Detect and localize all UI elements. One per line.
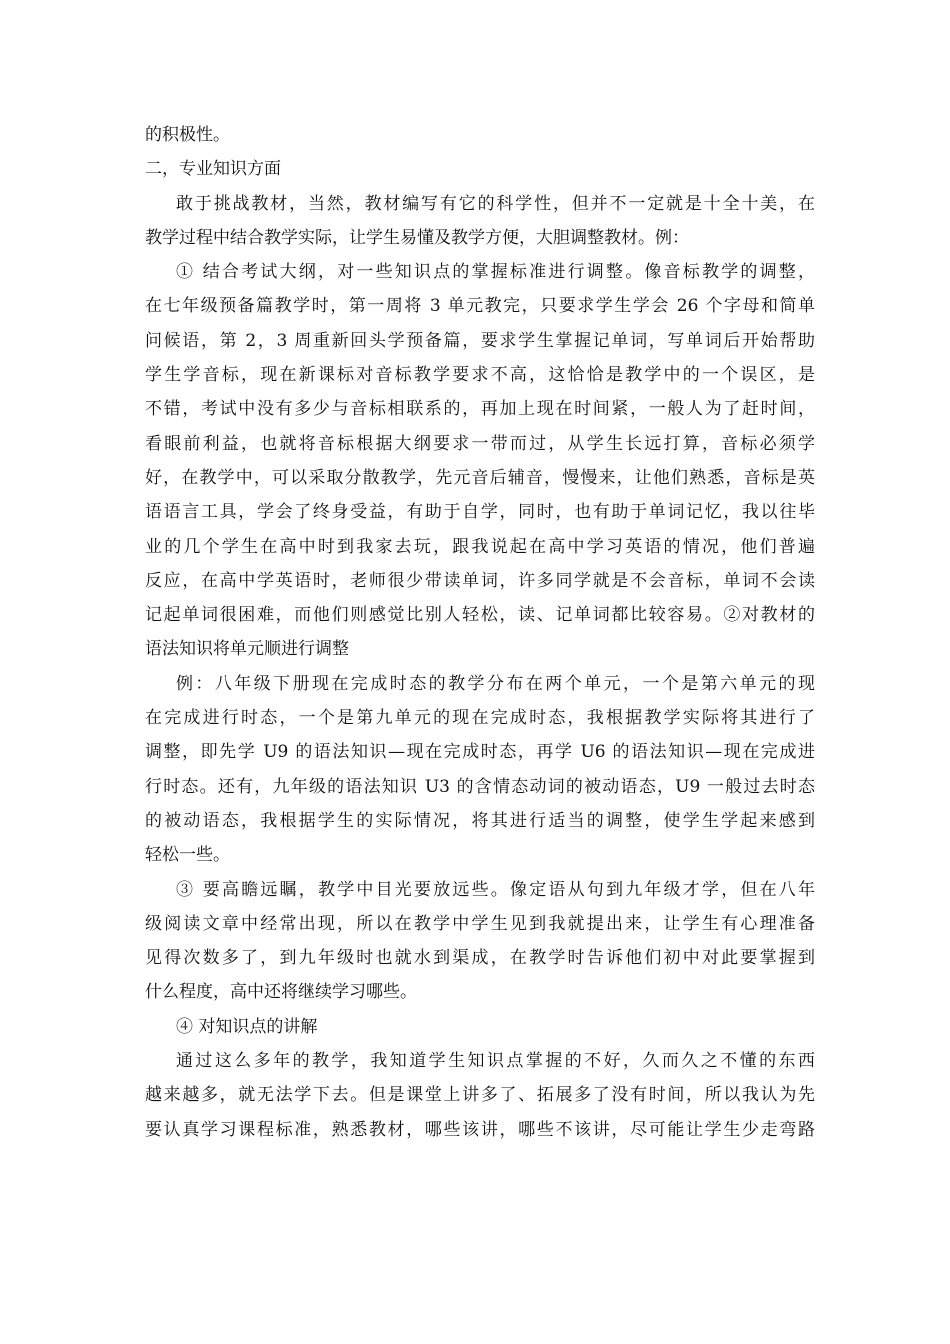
text-line: 在七年级预备篇教学时，第一周将 3 单元教完，只要求学生学会 26 个字母和简单 bbox=[145, 296, 815, 317]
text-line: 不错，考试中没有多少与音标相联系的，再加上现在时间紧，一般人为了赶时间， bbox=[145, 399, 815, 420]
text-line: 反应，在高中学英语时，老师很少带读单词，许多同学就是不会音标，单词不会读 bbox=[145, 570, 815, 591]
text-line: 敢于挑战教材，当然，教材编写有它的科学性，但并不一定就是十全十美，在 bbox=[176, 193, 815, 214]
text-line: 级阅读文章中经常出现，所以在教学中学生见到我就提出来，让学生有心理准备 bbox=[145, 913, 815, 934]
text-line: 通过这么多年的教学，我知道学生知识点掌握的不好，久而久之不懂的东西 bbox=[176, 1051, 815, 1072]
text-line: 越来越多，就无法学下去。但是课堂上讲多了、拓展多了没有时间，所以我认为先 bbox=[145, 1085, 815, 1106]
text-line: 语法知识将单元顺进行调整 bbox=[145, 639, 349, 660]
text-line: 的积极性。 bbox=[145, 125, 230, 145]
text-line: 在完成进行时态，一个是第九单元的现在完成时态，我根据教学实际将其进行了 bbox=[145, 708, 815, 729]
text-line: 要认真学习课程标准，熟悉教材，哪些该讲，哪些不该讲，尽可能让学生少走弯路 bbox=[145, 1119, 815, 1140]
text-line: 学生学音标，现在新课标对音标教学要求不高，这恰恰是教学中的一个误区，是 bbox=[145, 365, 815, 386]
text-line: 例：八年级下册现在完成时态的教学分布在两个单元，一个是第六单元的现 bbox=[176, 673, 815, 694]
document-body bbox=[145, 118, 815, 1147]
text-line: ① 结合考试大纲，对一些知识点的掌握标准进行调整。像音标教学的调整， bbox=[176, 262, 815, 283]
text-line: 的被动语态，我根据学生的实际情况，将其进行适当的调整，使学生学起来感到 bbox=[145, 810, 815, 831]
text-line: ③ 要高瞻远瞩，教学中目光要放远些。像定语从句到九年级才学，但在八年 bbox=[176, 879, 815, 900]
text-line: 好，在教学中，可以采取分散教学，先元音后辅音，慢慢来，让他们熟悉，音标是英 bbox=[145, 467, 815, 488]
text-line: 问候语，第 2，3 周重新回头学预备篇，要求学生掌握记单词，写单词后开始帮助 bbox=[145, 330, 815, 351]
text-line: 调整，即先学 U9 的语法知识—现在完成时态，再学 U6 的语法知识—现在完成进 bbox=[145, 742, 815, 763]
text-line: 教学过程中结合教学实际，让学生易懂及教学方便，大胆调整教材。例： bbox=[145, 227, 689, 248]
text-line: 什么程度，高中还将继续学习哪些。 bbox=[145, 982, 417, 1003]
section-heading: 二，专业知识方面 bbox=[145, 159, 281, 180]
text-line: 业的几个学生在高中时到我家去玩，跟我说起在高中学习英语的情况，他们普遍 bbox=[145, 536, 815, 557]
text-line: 轻松一些。 bbox=[145, 845, 230, 866]
text-line: 看眼前利益，也就将音标根据大纲要求一带而过，从学生长远打算，音标必须学 bbox=[145, 433, 815, 454]
text-line: 记起单词很困难，而他们则感觉比别人轻松，读、记单词都比较容易。②对教材的 bbox=[145, 605, 815, 626]
text-line: 见得次数多了，到九年级时也就水到渠成，在教学时告诉他们初中对此要掌握到 bbox=[145, 948, 815, 969]
text-line: ④ 对知识点的讲解 bbox=[176, 1016, 318, 1037]
text-line: 语语言工具，学会了终身受益，有助于自学，同时，也有助于单词记忆，我以往毕 bbox=[145, 502, 815, 523]
text-line: 行时态。还有，九年级的语法知识 U3 的含情态动词的被动语态，U9 一般过去时态 bbox=[145, 776, 815, 797]
